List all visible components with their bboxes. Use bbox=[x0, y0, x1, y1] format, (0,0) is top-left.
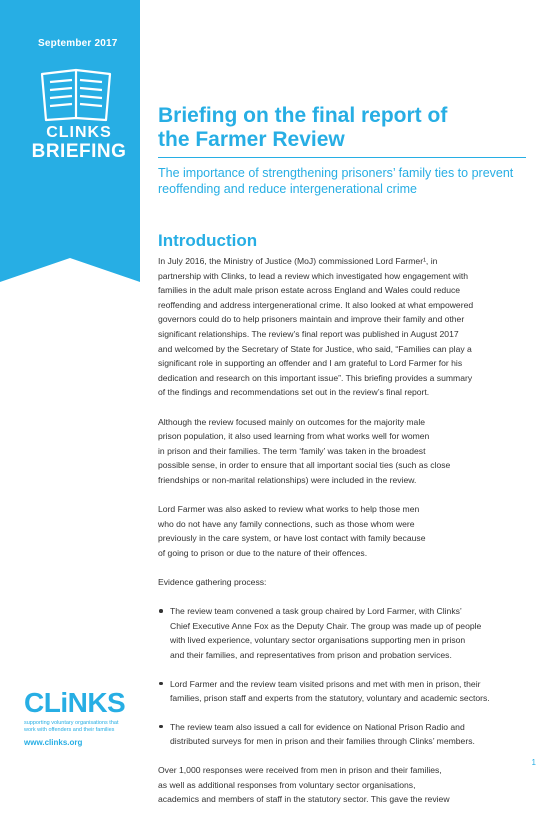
badge-line-briefing: BRIEFING bbox=[31, 141, 127, 162]
para1-line: governors could do to help prisoners maintain and improve their family and other bbox=[158, 314, 465, 325]
bullet-line: distributed surveys for men in prison and their families through Clinks’ members. bbox=[170, 736, 475, 747]
title-line-1: Briefing on the final report of bbox=[158, 104, 448, 127]
briefing-badge bbox=[24, 124, 134, 162]
website-link[interactable]: www.clinks.org bbox=[24, 738, 83, 747]
evidence-bullet-list bbox=[158, 604, 530, 749]
para1-line: families in the adult male prison estate across England and Wales could reduce bbox=[158, 285, 461, 296]
para2-line: prison population, it also used learning from what works well for women bbox=[158, 431, 430, 442]
bullet-line: and their families, and representatives from prison and probation services. bbox=[170, 650, 452, 661]
sidebar bbox=[0, 0, 140, 778]
list-item bbox=[158, 677, 530, 706]
para3-line: Lord Farmer was also asked to review what works to help those men bbox=[158, 504, 420, 515]
briefing-banner bbox=[0, 0, 140, 258]
list-item bbox=[158, 604, 530, 662]
bullet-line: families, prison staff and experts from the statutory, voluntary and academic sectors. bbox=[170, 693, 490, 704]
list-item bbox=[158, 720, 530, 749]
para2-line: friendships or non-marital relationships) were included in the review. bbox=[158, 474, 417, 485]
para1-line: dedication and research on this important issue”. This briefing provides a summary bbox=[158, 372, 473, 383]
paragraph-1 bbox=[158, 254, 530, 400]
para3-line: previously in the care system, or have lost contact with family because bbox=[158, 533, 426, 544]
para1-line: and welcomed by the Secretary of State for Justice, who said, “Families can play a bbox=[158, 343, 472, 354]
subtitle-line-1: The importance of strengthening prisoners’ family ties to prevent bbox=[158, 166, 514, 180]
para1-line: reoffending and address intergenerational crime. It also looked at what empowered bbox=[158, 299, 474, 310]
bullet-line: The review team convened a task group chaired by Lord Farmer, with Clinks’ bbox=[170, 606, 462, 617]
paragraph-2 bbox=[158, 415, 530, 488]
logo-wordmark: CLiNKS bbox=[24, 687, 126, 718]
publication-date: September 2017 bbox=[38, 38, 118, 49]
para5-line: academics and members of staff in the statutory sector. This gave the review bbox=[158, 794, 450, 805]
title-line-2: the Farmer Review bbox=[158, 128, 345, 151]
subtitle-line-2: reoffending and reduce intergenerational crime bbox=[158, 182, 417, 196]
para1-line: significant relationships. The review’s final report was published in August 2017 bbox=[158, 328, 459, 339]
para3-line: who do not have any family connections, such as those whom were bbox=[158, 518, 415, 529]
bullet-line: Lord Farmer and the review team visited prisons and met with men in prison, their bbox=[170, 678, 481, 689]
badge-line-clinks: CLINKS bbox=[46, 124, 112, 141]
para1-line: significant role in supporting an offender and I am grateful to Lord Farmer for his bbox=[158, 358, 463, 369]
para2-line: Although the review focused mainly on outcomes for the majority male bbox=[158, 416, 426, 427]
para2-line: in prison and their families. The term ‘family’ was taken in the broadest bbox=[158, 445, 426, 456]
bullet-line: The review team also issued a call for evidence on National Prison Radio and bbox=[170, 721, 465, 732]
paragraph-5 bbox=[158, 763, 530, 807]
para2-line: possible sense, in order to ensure that all important social ties (such as close bbox=[158, 460, 451, 471]
page-number: 1 bbox=[531, 758, 536, 767]
bullet-line: Chief Executive Anne Fox as the Deputy Chair. The group was made up of people bbox=[170, 620, 482, 631]
para1-line: of the findings and recommendations set out in the review’s final report. bbox=[158, 387, 430, 398]
para1-line: partnership with Clinks, to lead a review which investigated how engagement with bbox=[158, 270, 469, 281]
page-subtitle bbox=[158, 165, 528, 197]
para5-line: Over 1,000 responses were received from men in prison and their families, bbox=[158, 765, 442, 775]
body-text bbox=[158, 254, 530, 821]
paragraph-3 bbox=[158, 502, 530, 560]
section-heading-introduction: Introduction bbox=[158, 231, 258, 250]
page-title bbox=[158, 104, 528, 152]
para1-line: In July 2016, the Ministry of Justice (MoJ) commissioned Lord Farmer¹, in bbox=[158, 256, 438, 266]
title-divider bbox=[158, 157, 526, 158]
clinks-logo bbox=[24, 688, 134, 747]
para3-line: of going to prison or due to the nature of their offences. bbox=[158, 547, 368, 558]
bullet-line: with lived experience, voluntary sector organisations supporting men in prison bbox=[170, 635, 466, 646]
para5-line: as well as additional responses from voluntary sector organisations, bbox=[158, 779, 416, 790]
paragraph-4: Evidence gathering process: bbox=[158, 577, 267, 588]
logo-tagline: supporting voluntary organisations that work with offenders and their families bbox=[24, 720, 119, 733]
